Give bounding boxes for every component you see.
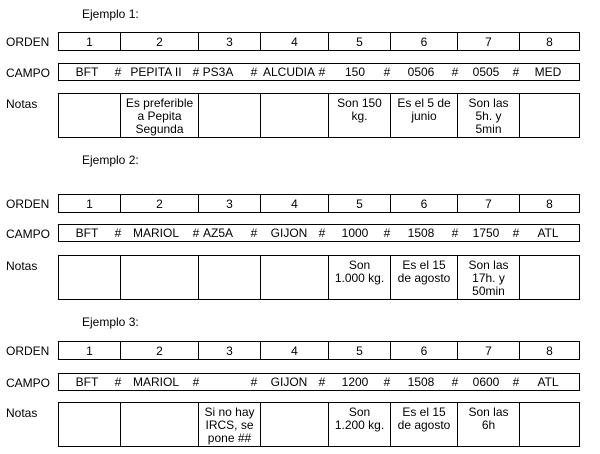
nota-cell: [261, 403, 329, 446]
field-separator: #: [512, 226, 520, 240]
campo-value: BFT: [75, 65, 99, 79]
campo-value: ALCUDIA: [262, 65, 315, 79]
campo-value: 1000: [341, 226, 369, 240]
orden-cell: 4: [261, 195, 329, 212]
campo-value: 0506: [407, 65, 435, 79]
nota-cell: [59, 403, 121, 446]
campo-value: ATL: [537, 226, 559, 240]
field-separator: #: [114, 226, 122, 240]
orden-cell: 2: [121, 342, 199, 359]
nota-text: Si no hay IRCS, se pone ##: [204, 405, 255, 445]
nota-cell: [329, 403, 391, 446]
example-title: Ejemplo 2:: [82, 153, 139, 167]
field-separator: #: [250, 65, 258, 79]
nota-cell: [391, 94, 458, 137]
nota-text: Son las 17h. y 50min: [468, 258, 509, 298]
campo-value: PS3A: [202, 65, 234, 79]
campo-value: GIJON: [270, 375, 308, 389]
notas-label: Notas: [6, 97, 38, 111]
nota-cell: [520, 403, 579, 446]
field-separator: #: [318, 65, 326, 79]
orden-cell: 7: [458, 195, 520, 212]
orden-cell: 8: [546, 196, 553, 211]
campo-label: CAMPO: [6, 376, 51, 390]
nota-cell: [458, 94, 520, 137]
notas-row: [58, 93, 580, 138]
field-separator: #: [250, 226, 258, 240]
notas-row: [58, 402, 580, 447]
orden-label: ORDEN: [6, 197, 50, 211]
notas-row: [58, 255, 580, 300]
campo-value: 150: [344, 65, 366, 79]
campo-value: 0505: [472, 65, 500, 79]
orden-cell: 6: [391, 33, 458, 50]
nota-text: Es el 5 de junio: [397, 96, 451, 123]
campo-label: CAMPO: [6, 227, 51, 241]
field-separator: #: [192, 65, 200, 79]
nota-text: Son las 6h: [468, 405, 509, 432]
campo-value: 0600: [472, 375, 500, 389]
nota-cell: [199, 403, 261, 446]
nota-cell: [261, 256, 329, 299]
campo-value: BFT: [75, 375, 99, 389]
orden-cell: 1: [59, 195, 121, 212]
orden-cell: 8: [546, 343, 553, 358]
nota-cell: [520, 94, 579, 137]
campo-value: 1508: [407, 226, 435, 240]
field-separator: #: [192, 226, 200, 240]
field-separator: #: [451, 65, 459, 79]
field-separator: #: [383, 375, 391, 389]
field-separator: #: [512, 65, 520, 79]
campo-value: MARIOL: [132, 375, 179, 389]
campo-value: PEPITA II: [130, 65, 182, 79]
field-separator: #: [318, 226, 326, 240]
campo-label: CAMPO: [6, 66, 51, 80]
nota-cell: [121, 256, 199, 299]
field-separator: #: [114, 375, 122, 389]
field-separator: #: [451, 226, 459, 240]
orden-row: [58, 194, 580, 213]
campo-value: BFT: [75, 226, 99, 240]
nota-cell: [391, 403, 458, 446]
orden-cell: 4: [261, 33, 329, 50]
nota-text: Son 1.000 kg.: [334, 258, 385, 285]
campo-value: 1750: [472, 226, 500, 240]
orden-cell: 5: [329, 342, 391, 359]
orden-cell: 8: [546, 34, 553, 49]
nota-cell: [391, 256, 458, 299]
notas-label: Notas: [6, 406, 38, 420]
nota-cell: [59, 94, 121, 137]
orden-cell: 2: [121, 33, 199, 50]
campo-value: AZ5A: [202, 226, 233, 240]
campo-value: GIJON: [270, 226, 308, 240]
nota-text: Son 1.200 kg.: [334, 405, 385, 432]
orden-cell: 3: [199, 195, 261, 212]
orden-cell: 7: [458, 342, 520, 359]
nota-cell: [261, 94, 329, 137]
orden-cell: 7: [458, 33, 520, 50]
campo-row: [58, 373, 580, 391]
example-title: Ejemplo 1:: [82, 7, 139, 21]
nota-cell: [458, 256, 520, 299]
nota-cell: [199, 94, 261, 137]
campo-value: 1508: [407, 375, 435, 389]
orden-cell: 3: [199, 342, 261, 359]
field-separator: #: [114, 65, 122, 79]
nota-cell: [329, 256, 391, 299]
orden-cell: 3: [199, 33, 261, 50]
campo-row: [58, 63, 580, 81]
orden-cell: 5: [329, 33, 391, 50]
campo-value: ATL: [537, 375, 559, 389]
campo-row: [58, 224, 580, 242]
nota-text: Es el 15 de agosto: [397, 258, 451, 285]
nota-cell: [329, 94, 391, 137]
field-separator: #: [192, 375, 200, 389]
nota-cell: [458, 403, 520, 446]
orden-row: [58, 32, 580, 51]
field-separator: #: [318, 375, 326, 389]
orden-label: ORDEN: [6, 35, 50, 49]
orden-cell: 6: [391, 342, 458, 359]
field-separator: #: [451, 375, 459, 389]
field-separator: #: [512, 375, 520, 389]
campo-value: 1200: [341, 375, 369, 389]
field-separator: #: [383, 65, 391, 79]
nota-text: Es el 15 de agosto: [397, 405, 451, 432]
notas-label: Notas: [6, 259, 38, 273]
nota-text: Son 150 kg.: [337, 96, 382, 123]
example-title: Ejemplo 3:: [82, 315, 139, 329]
nota-cell: [520, 256, 579, 299]
campo-value: MARIOL: [132, 226, 179, 240]
orden-cell: 1: [59, 342, 121, 359]
nota-cell: [59, 256, 121, 299]
nota-cell: [121, 403, 199, 446]
nota-cell: [121, 94, 199, 137]
orden-cell: 2: [121, 195, 199, 212]
field-separator: #: [383, 226, 391, 240]
nota-text: Es preferible a Pepita Segunda: [125, 96, 194, 136]
orden-row: [58, 341, 580, 360]
orden-cell: 1: [59, 33, 121, 50]
orden-label: ORDEN: [6, 344, 50, 358]
orden-cell: 6: [391, 195, 458, 212]
nota-text: Son las 5h. y 5min: [468, 96, 509, 136]
orden-cell: 5: [329, 195, 391, 212]
campo-value: MED: [534, 65, 562, 79]
nota-cell: [199, 256, 261, 299]
field-separator: #: [250, 375, 258, 389]
orden-cell: 4: [261, 342, 329, 359]
